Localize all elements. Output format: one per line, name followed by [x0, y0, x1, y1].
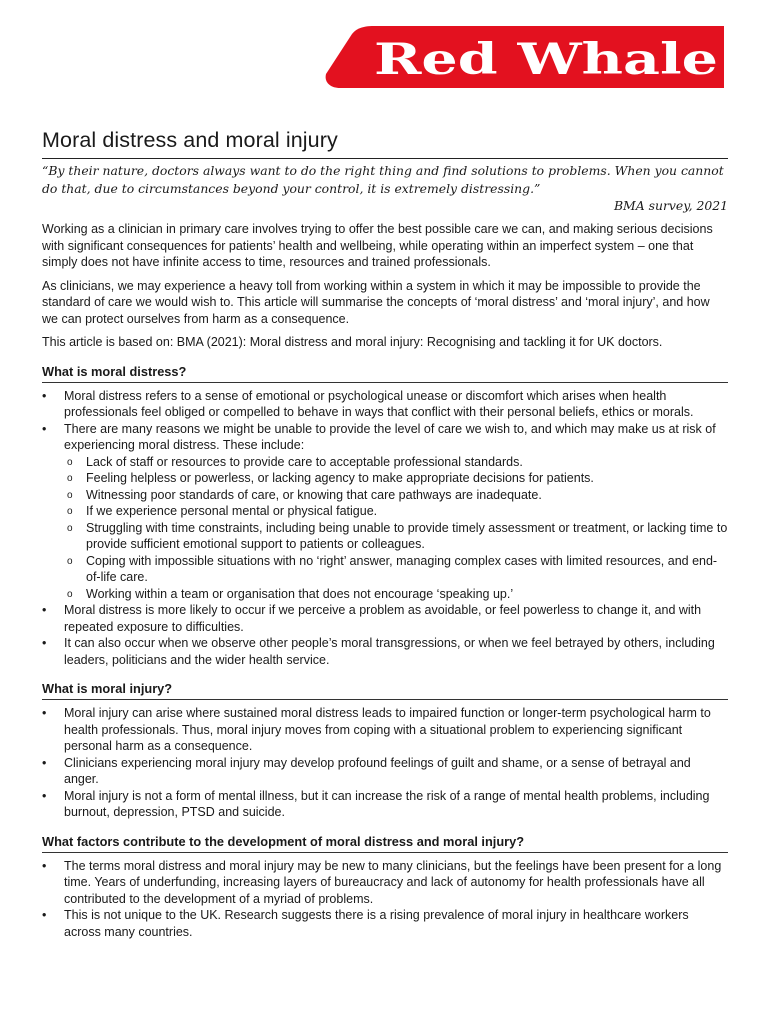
sub-list-item: o Lack of staff or resources to provide care to acceptable professional standards.	[64, 454, 728, 471]
moral-distress-list	[42, 388, 728, 669]
list-item	[42, 635, 728, 668]
sub-list-item: o Working within a team or organisation that does not encourage ‘speaking up.’	[64, 586, 728, 603]
logo-text: Red Whale	[374, 35, 718, 85]
list-item-text: Moral distress refers to a sense of emotional or psychological unease or discomfort which arises when health professionals feel obliged or compelled to behave in ways that conflict with their personal beliefs, ethics or morals.	[64, 388, 694, 419]
list-item	[42, 602, 728, 635]
title-divider	[42, 158, 728, 159]
moral-injury-list	[42, 705, 728, 821]
section-heading-moral-injury: What is moral injury?	[42, 681, 173, 696]
sub-list-item: o If we experience personal mental or physical fatigue.	[64, 503, 728, 520]
section-divider	[42, 852, 728, 853]
sub-list-item: o Witnessing poor standards of care, or knowing that care pathways are inadequate.	[64, 487, 728, 504]
intro-paragraph-2: As clinicians, we may experience a heavy toll from working within a system in which it may be impossible to provide the standard of care we would wish to. This article will summarise the concepts of ‘moral distress’ and ‘moral injury’, and how we can protect ourselves from harm as a consequence.	[42, 278, 710, 326]
section-divider	[42, 382, 728, 383]
list-item-text: Moral distress is more likely to occur if we perceive a problem as avoidable, or feel powerless to change it, and with repeated exposure to difficulties.	[64, 603, 702, 634]
list-item: • The terms moral distress and moral injury may be new to many clinicians, but the feelings have been present for a long time. Years of underfunding, increasing layers of bureaucracy and lack of autonomy for health professionals have all contributed to the development of a myriad of problems.	[42, 858, 728, 908]
red-whale-logo	[322, 26, 724, 88]
list-item: • Moral injury can arise where sustained moral distress leads to impaired function or longer-term psychological harm to health professionals. Thus, moral injury moves from coping with a situational problem to experiencing significant personal harm as a consequence.	[42, 705, 728, 755]
factors-list	[42, 858, 728, 941]
section-heading-contributing-factors: What factors contribute to the development of moral distress and moral injury?	[42, 833, 525, 849]
quote-source: BMA survey, 2021	[613, 198, 728, 213]
list-item	[42, 388, 728, 421]
logo-banner	[322, 26, 724, 88]
list-item-text: It can also occur when we observe other people’s moral transgressions, or when we feel betrayed by others, including leaders, politicians and the wider health service.	[64, 636, 715, 667]
pull-quote: “By their nature, doctors always want to do the right thing and find solutions to problems. When you cannot do that, due to circumstances beyond your control, it is extremely distressing.”	[42, 163, 724, 196]
intro-paragraph-1: Working as a clinician in primary care involves trying to offer the best possible care we can, and making serious decisions with significant consequences for patients’ health and wellbeing, while operating within an imperfect system – one that simply does not have infinite access to time, resources and trained professionals.	[42, 222, 713, 269]
page-title: Moral distress and moral injury	[42, 128, 338, 152]
intro-paragraph-3: This article is based on: BMA (2021): Moral distress and moral injury: Recognising and tackling it for UK doctors.	[42, 335, 663, 349]
document-page	[42, 128, 728, 940]
sub-list-item: o Feeling helpless or powerless, or lacking agency to make appropriate decisions for patients.	[64, 470, 728, 487]
list-item: • This is not unique to the UK. Research suggests there is a rising prevalence of moral injury in healthcare workers across many countries.	[42, 907, 728, 940]
list-item: • Moral injury is not a form of mental illness, but it can increase the risk of a range of mental health problems, including burnout, depression, PTSD and suicide.	[42, 788, 728, 821]
list-item: • Clinicians experiencing moral injury may develop profound feelings of guilt and shame, or a sense of betrayal and anger.	[42, 755, 728, 788]
list-item-text: There are many reasons we might be unable to provide the level of care we wish to, and which may make us at risk of experiencing moral distress. These include:	[64, 421, 716, 452]
section-heading-moral-distress: What is moral distress?	[42, 363, 187, 379]
section-divider	[42, 699, 728, 700]
list-item	[42, 421, 728, 603]
sub-list-item: o Struggling with time constraints, including being unable to provide timely assessment or treatment, or lacking time to provide sufficient emotional support to patients or colleagues.	[64, 520, 728, 553]
sub-list-item: o Coping with impossible situations with no ‘right’ answer, managing complex cases with limited resources, and end-of-life care.	[64, 553, 728, 586]
reasons-sublist	[64, 454, 728, 603]
